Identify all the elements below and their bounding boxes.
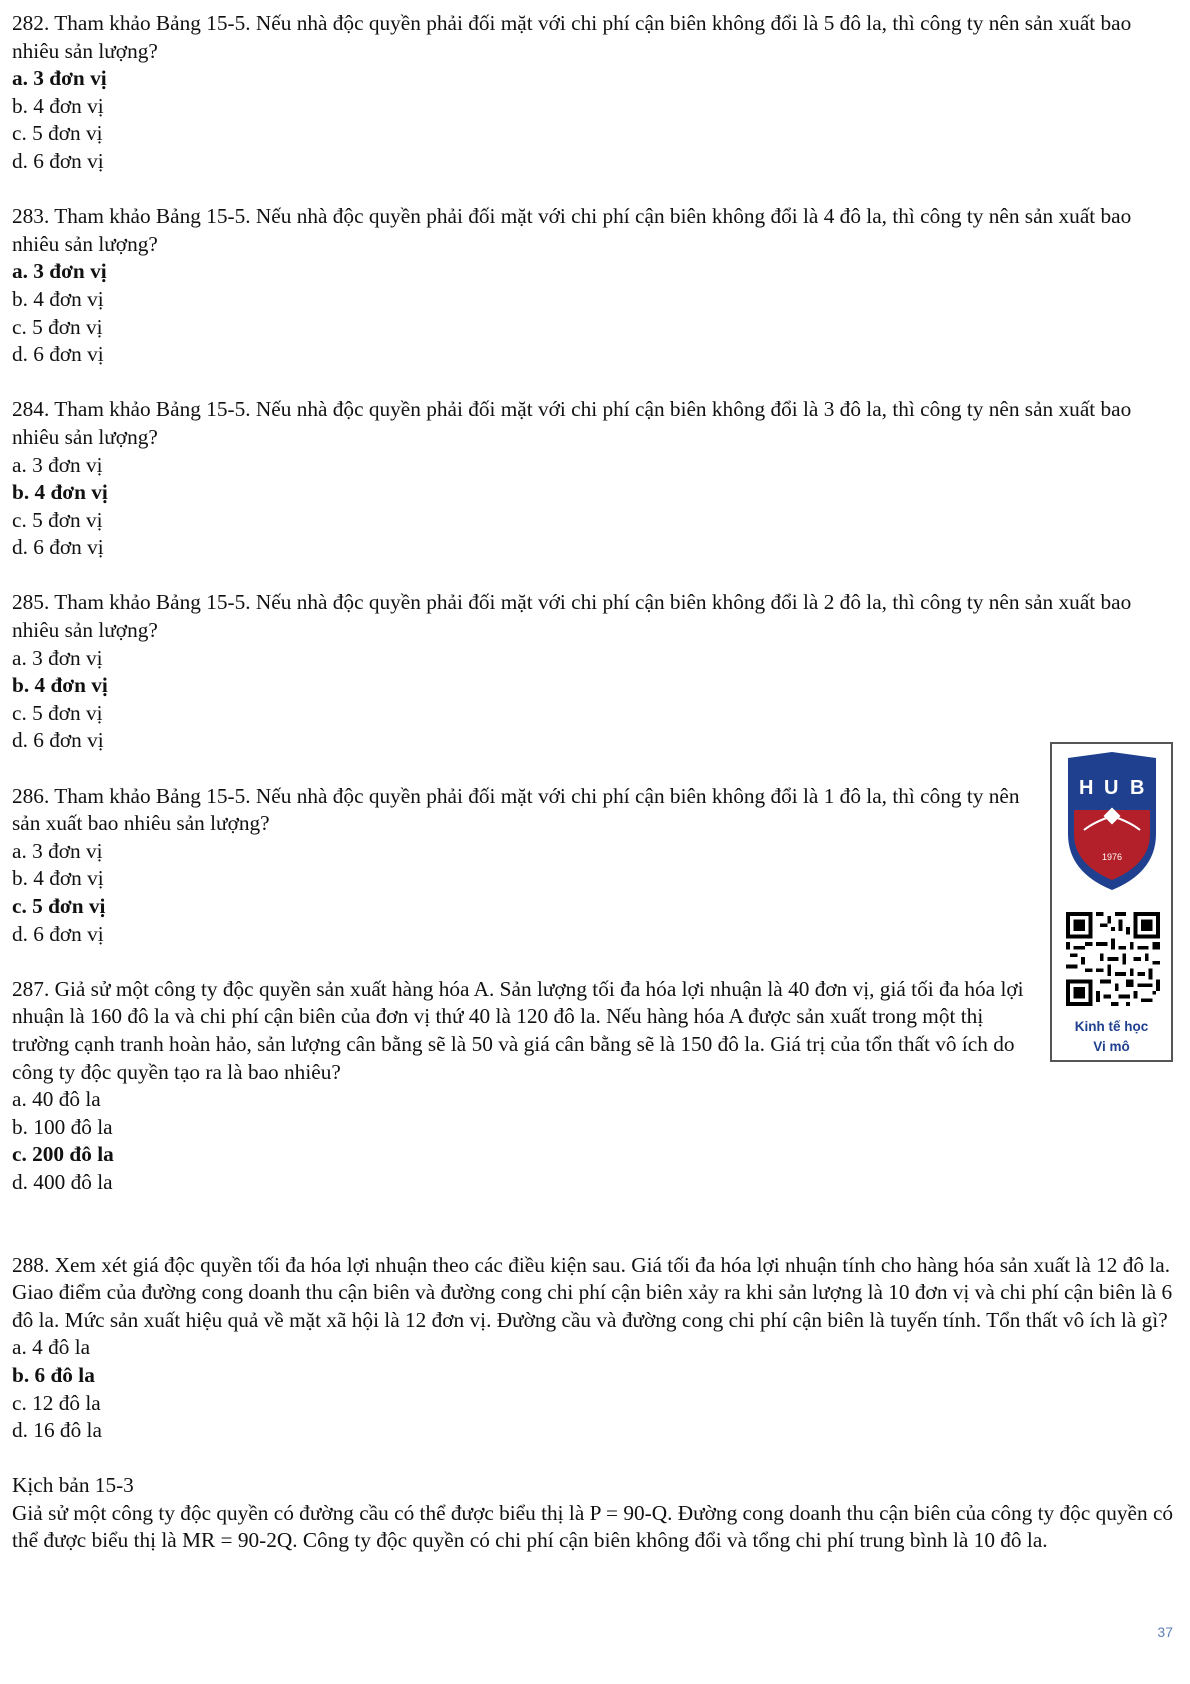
document-body: [12, 10, 1177, 1555]
option-b: b. 6 đô la: [12, 1362, 95, 1387]
question-stem: 285. Tham khảo Bảng 15-5. Nếu nhà độc quyền phải đối mặt với chi phí cận biên không đổi là 2 đô la, thì công ty nên sản xuất bao nhiêu sản lượng?: [12, 590, 1132, 643]
badge-letter-h: H: [1079, 777, 1094, 799]
option-d: d. 6 đơn vị: [12, 342, 104, 367]
question-287: [12, 976, 1177, 1197]
question-288: [12, 1252, 1177, 1445]
hub-badge: [1050, 742, 1173, 1062]
option-a: a. 3 đơn vị: [12, 452, 103, 477]
question-stem: 286. Tham khảo Bảng 15-5. Nếu nhà độc quyền phải đối mặt với chi phí cận biên không đổi là 1 đô la, thì công ty nên sản xuất bao nhiêu sản lượng?: [12, 783, 1020, 836]
option-c: c. 5 đơn vị: [12, 314, 103, 339]
option-a: a. 3 đơn vị: [12, 645, 103, 670]
question-stem: 283. Tham khảo Bảng 15-5. Nếu nhà độc quyền phải đối mặt với chi phí cận biên không đổi là 4 đô la, thì công ty nên sản xuất bao nhiêu sản lượng?: [12, 204, 1132, 256]
question-stem: 284. Tham khảo Bảng 15-5. Nếu nhà độc quyền phải đối mặt với chi phí cận biên không đổi là 3 đô la, thì công ty nên sản xuất bao nhiêu sản lượng?: [12, 397, 1132, 449]
question-stem: 288. Xem xét giá độc quyền tối đa hóa lợi nhuận theo các điều kiện sau. Giá tối đa hóa lợi nhuận tính cho hàng hóa sản xuất là 12 đô la. Giao điểm của đường cong doanh thu cận biên và đường cong chi phí cận biên xảy ra khi sản lượng là 10 đơn vị và chi phí cận biên là 6 đô la. Mức sản xuất hiệu quả về mặt xã hội là 12 đơn vị. Đường cầu và đường cong chi phí cận biên là tuyến tính. Tổn thất vô ích là gì?: [12, 1252, 1173, 1332]
option-a: a. 4 đô la: [12, 1335, 91, 1360]
option-a: a. 3 đơn vị: [12, 838, 103, 863]
option-b: b. 4 đơn vị: [12, 93, 104, 118]
question-286: [12, 783, 1177, 949]
option-c: c. 12 đô la: [12, 1390, 101, 1415]
option-d: d. 6 đơn vị: [12, 921, 104, 946]
option-d: d. 6 đơn vị: [12, 148, 104, 173]
option-d: d. 400 đô la: [12, 1169, 113, 1194]
option-a: a. 40 đô la: [12, 1087, 101, 1112]
option-d: d. 16 đô la: [12, 1418, 102, 1443]
scenario-text: Giả sử một công ty độc quyền có đường cầu có thể được biểu thị là P = 90-Q. Đường cong doanh thu cận biên của công ty độc quyền có thể được biểu thị là MR = 90-2Q. Công ty độc quyền có chi phí cận biên không đổi và tổng chi phí trung bình là 10 đô la.: [12, 1500, 1174, 1553]
badge-caption-title: Kinh tế học: [1074, 1019, 1149, 1034]
question-stem: 287. Giả sử một công ty độc quyền sản xuất hàng hóa A. Sản lượng tối đa hóa lợi nhuận là 40 đơn vị, giá tối đa hóa lợi nhuận là 160 đô la và chi phí cận biên của đơn vị thứ 40 là 120 đô la. Nếu hàng hóa A được sản xuất trong một thị trường cạnh tranh hoàn hảo, sản lượng cân bằng sẽ là 50 và giá cân bằng sẽ là 150 đô la. Giá trị của tổn thất vô ích do công ty độc quyền tạo ra là bao nhiêu?: [12, 976, 1024, 1084]
option-b: b. 4 đơn vị: [12, 866, 104, 891]
question-282: [12, 10, 1177, 176]
option-c: c. 5 đơn vị: [12, 121, 103, 146]
question-284: [12, 396, 1177, 562]
option-c: c. 5 đơn vị: [12, 894, 106, 918]
badge-letter-b: B: [1130, 777, 1145, 799]
option-d: d. 6 đơn vị: [12, 728, 104, 753]
option-c: c. 200 đô la: [12, 1142, 114, 1167]
option-b: b. 100 đô la: [12, 1114, 113, 1139]
qr-code-icon: [1066, 912, 1160, 1006]
option-d: d. 6 đơn vị: [12, 535, 104, 560]
option-c: c. 5 đơn vị: [12, 700, 103, 725]
option-c: c. 5 đơn vị: [12, 507, 103, 532]
question-283: [12, 203, 1177, 369]
option-b: b. 4 đơn vị: [12, 480, 108, 505]
badge-year: 1976: [1101, 852, 1123, 862]
option-a: a. 3 đơn vị: [12, 259, 107, 284]
badge-letter-u: U: [1104, 777, 1119, 799]
hub-shield-logo: [1064, 752, 1160, 892]
question-285: [12, 589, 1177, 755]
question-stem: 282. Tham khảo Bảng 15-5. Nếu nhà độc quyền phải đối mặt với chi phí cận biên không đổi là 5 đô la, thì công ty nên sản xuất bao nhiêu sản lượng?: [12, 11, 1132, 63]
option-b: b. 4 đơn vị: [12, 673, 108, 698]
option-b: b. 4 đơn vị: [12, 286, 104, 311]
badge-caption-subtitle: Vi mô: [1093, 1039, 1130, 1054]
option-a: a. 3 đơn vị: [12, 66, 107, 91]
page-number: 37: [1157, 1624, 1173, 1640]
scenario-title: Kịch bản 15-3: [12, 1473, 134, 1498]
